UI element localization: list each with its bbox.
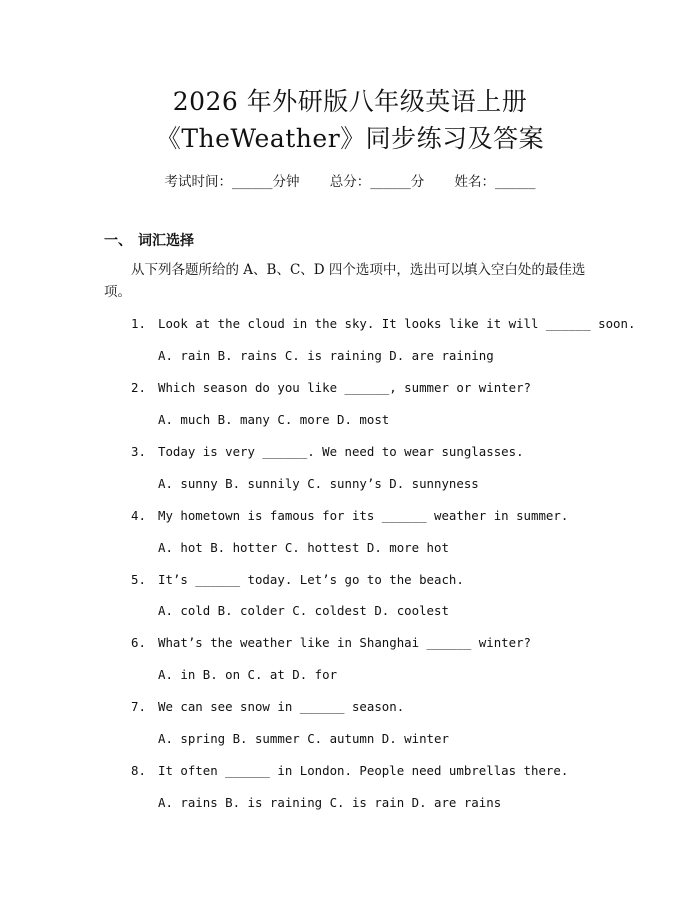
question-1 [131, 316, 636, 331]
exam-score: 总分：______分 [329, 174, 425, 190]
doc-title-line2: 《TheWeather》同步练习及答案 [155, 124, 545, 153]
question-6 [131, 635, 531, 650]
question-text: Look at the cloud in the sky. It looks like it will ______ soon. [158, 316, 636, 331]
question-5-options: A. cold B. colder C. coldest D. coolest [158, 603, 449, 618]
question-1-options: A. rain B. rains C. is raining D. are raining [158, 348, 494, 363]
question-4-options: A. hot B. hotter C. hottest D. more hot [158, 540, 449, 555]
question-text: It’s ______ today. Let’s go to the beach. [158, 572, 464, 587]
question-text: It often ______ in London. People need umbrellas there. [158, 763, 569, 778]
section-number: 一、 [104, 233, 132, 249]
question-3-options: A. sunny B. sunnily C. sunny’s D. sunnyness [158, 476, 479, 491]
section-instruction: 从下列各题所给的 A、B、C、D 四个选项中，选出可以填入空白处的最佳选项。 [104, 262, 586, 300]
question-number: 1. [131, 316, 146, 331]
question-6-options: A. in B. on C. at D. for [158, 667, 338, 682]
exam-name: 姓名：______ [454, 174, 536, 190]
question-7-options: A. spring B. summer C. autumn D. winter [158, 731, 449, 746]
section-title: 词汇选择 [138, 233, 194, 249]
question-text: Today is very ______. We need to wear sunglasses. [158, 444, 524, 459]
section-heading [104, 230, 194, 250]
question-number: 5. [131, 572, 146, 587]
question-number: 4. [131, 508, 146, 523]
question-2-options: A. much B. many C. more D. most [158, 412, 390, 427]
exam-info [0, 170, 700, 190]
question-text: What’s the weather like in Shanghai ______ winter? [158, 635, 531, 650]
question-5 [131, 572, 464, 587]
question-text: We can see snow in ______ season. [158, 699, 405, 714]
question-4 [131, 508, 569, 523]
question-number: 2. [131, 380, 146, 395]
question-number: 3. [131, 444, 146, 459]
question-number: 8. [131, 763, 146, 778]
question-number: 7. [131, 699, 146, 714]
question-text: My hometown is famous for its ______ weather in summer. [158, 508, 569, 523]
question-text: Which season do you like ______, summer or winter? [158, 380, 531, 395]
question-2 [131, 380, 531, 395]
question-8 [131, 763, 569, 778]
question-number: 6. [131, 635, 146, 650]
question-8-options: A. rains B. is raining C. is rain D. are rains [158, 795, 502, 810]
exam-time: 考试时间：______分钟 [164, 174, 300, 190]
doc-title-line1: 2026 年外研版八年级英语上册 [172, 87, 528, 116]
question-7 [131, 699, 405, 714]
question-3 [131, 444, 524, 459]
